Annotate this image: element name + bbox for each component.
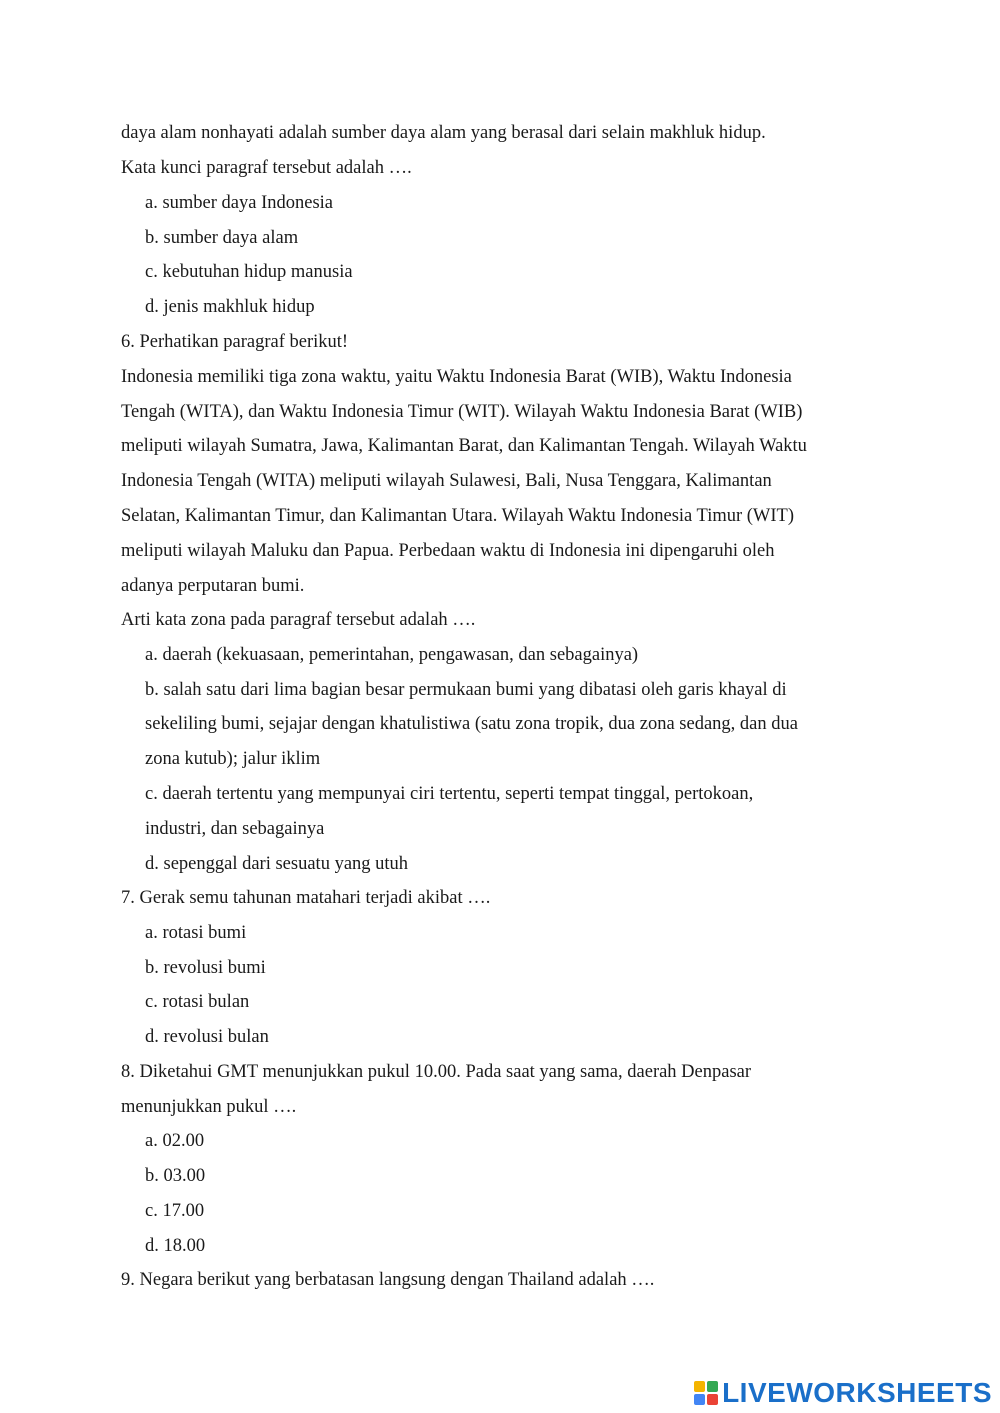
q7-option-b: b. revolusi bumi: [145, 958, 266, 978]
q6-paragraph-line: Selatan, Kalimantan Timur, dan Kalimantan Utara. Wilayah Waktu Indonesia Timur (WIT): [121, 506, 795, 526]
q6-paragraph-line: meliputi wilayah Sumatra, Jawa, Kalimantan Barat, dan Kalimantan Tengah. Wilayah Waktu: [121, 436, 807, 456]
q6-option-b: b. salah satu dari lima bagian besar permukaan bumi yang dibatasi oleh garis khayal di: [145, 680, 787, 700]
q8-option-d: d. 18.00: [145, 1236, 206, 1256]
q6-option-b-cont: zona kutub); jalur iklim: [145, 749, 321, 769]
q8-option-b: b. 03.00: [145, 1166, 206, 1186]
logo-tile: [694, 1394, 705, 1405]
q6-paragraph-line: meliputi wilayah Maluku dan Papua. Perbedaan waktu di Indonesia ini dipengaruhi oleh: [121, 541, 775, 561]
q8-option-a: a. 02.00: [145, 1131, 205, 1151]
question-6-title: 6. Perhatikan paragraf berikut!: [121, 332, 349, 352]
question-8-cont: menunjukkan pukul ….: [121, 1097, 297, 1117]
logo-tile: [694, 1381, 705, 1392]
q6-paragraph-line: adanya perputaran bumi.: [121, 576, 305, 596]
question-5-prompt: Kata kunci paragraf tersebut adalah ….: [121, 158, 412, 178]
q6-option-c: c. daerah tertentu yang mempunyai ciri tertentu, seperti tempat tinggal, pertokoan,: [145, 784, 754, 804]
q5-option-c: c. kebutuhan hidup manusia: [145, 262, 353, 282]
q7-option-d: d. revolusi bulan: [145, 1027, 269, 1047]
q7-option-a: a. rotasi bumi: [145, 923, 247, 943]
liveworksheets-logo-icon: [694, 1381, 718, 1405]
text-line: daya alam nonhayati adalah sumber daya alam yang berasal dari selain makhluk hidup.: [121, 123, 766, 143]
q6-paragraph-line: Indonesia memiliki tiga zona waktu, yaitu Waktu Indonesia Barat (WIB), Waktu Indonesia: [121, 367, 792, 387]
liveworksheets-watermark: [694, 1378, 992, 1408]
q6-paragraph-line: Tengah (WITA), dan Waktu Indonesia Timur (WIT). Wilayah Waktu Indonesia Barat (WIB): [121, 402, 803, 422]
q6-option-d: d. sepenggal dari sesuatu yang utuh: [145, 854, 409, 874]
q6-option-c-cont: industri, dan sebagainya: [145, 819, 325, 839]
q6-option-a: a. daerah (kekuasaan, pemerintahan, pengawasan, dan sebagainya): [145, 645, 639, 665]
q6-option-b-cont: sekeliling bumi, sejajar dengan khatulistiwa (satu zona tropik, dua zona sedang, dan dua: [145, 714, 798, 734]
question-8: 8. Diketahui GMT menunjukkan pukul 10.00. Pada saat yang sama, daerah Denpasar: [121, 1062, 752, 1082]
liveworksheets-wordmark: LIVEWORKSHEETS: [722, 1377, 992, 1408]
logo-tile: [707, 1381, 718, 1392]
q6-paragraph-line: Indonesia Tengah (WITA) meliputi wilayah Sulawesi, Bali, Nusa Tenggara, Kalimantan: [121, 471, 772, 491]
logo-tile: [707, 1394, 718, 1405]
question-6-prompt: Arti kata zona pada paragraf tersebut adalah ….: [121, 610, 476, 630]
question-7: 7. Gerak semu tahunan matahari terjadi akibat ….: [121, 888, 491, 908]
question-9: 9. Negara berikut yang berbatasan langsung dengan Thailand adalah ….: [121, 1270, 655, 1290]
q5-option-b: b. sumber daya alam: [145, 228, 299, 248]
q7-option-c: c. rotasi bulan: [145, 992, 250, 1012]
q5-option-d: d. jenis makhluk hidup: [145, 297, 315, 317]
q8-option-c: c. 17.00: [145, 1201, 205, 1221]
q5-option-a: a. sumber daya Indonesia: [145, 193, 334, 213]
